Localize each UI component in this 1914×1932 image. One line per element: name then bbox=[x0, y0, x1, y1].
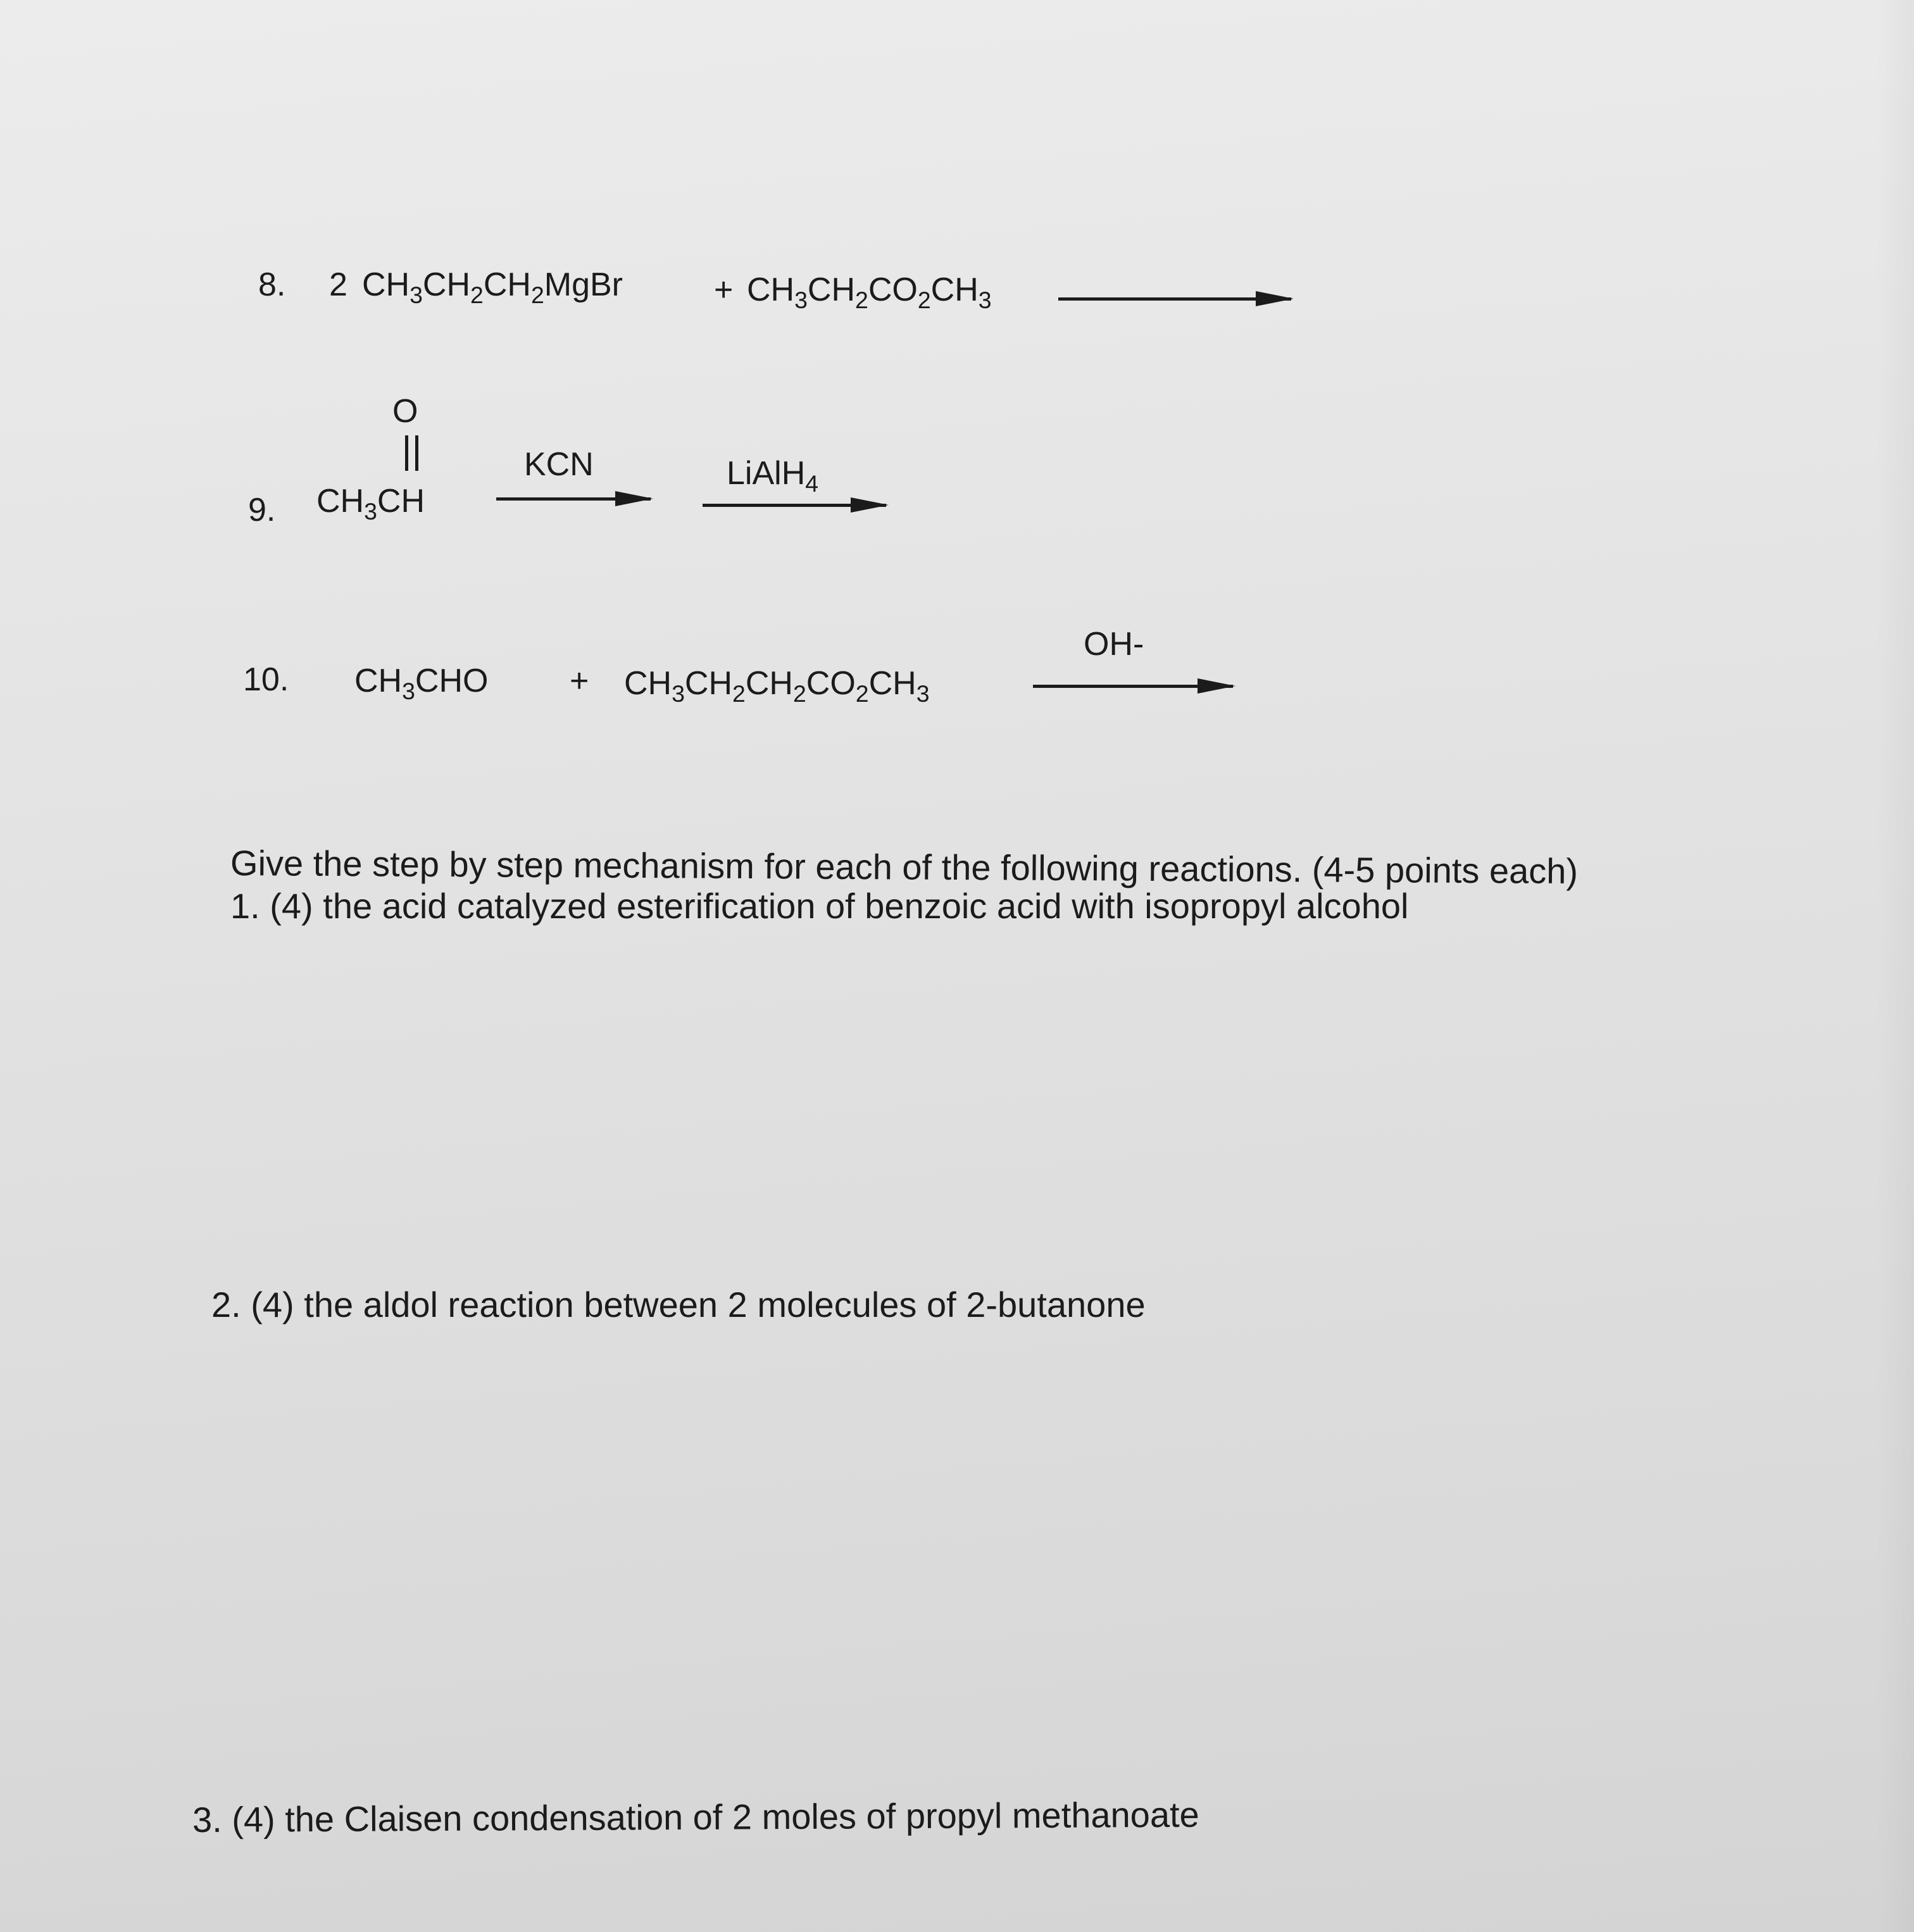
reaction-10-aldehyde: $CH_3CHO$ bbox=[354, 663, 489, 704]
reaction-10-plus: + bbox=[570, 663, 589, 699]
reaction-9-double-bond-right bbox=[415, 435, 418, 471]
reaction-10-number: 10. bbox=[243, 661, 289, 698]
reaction-10-ester: $CH_3CH_2CH_2CO_2CH_3$ bbox=[624, 665, 930, 707]
page-edge-shadow bbox=[1876, 0, 1914, 1932]
mechanism-item-3: 3. (4) the Claisen condensation of 2 moles of propyl methanoate bbox=[192, 1794, 1199, 1840]
reaction-9-arrow-1 bbox=[496, 497, 651, 501]
reaction-8-coefficient: 2 bbox=[329, 266, 347, 303]
mechanism-item-2: 2. (4) the aldol reaction between 2 molecules of 2-butanone bbox=[211, 1285, 1146, 1324]
reaction-8-arrow bbox=[1058, 297, 1291, 301]
reaction-9-aldehyde: $CH_3CH$ bbox=[316, 483, 425, 525]
reaction-9-carbonyl-oxygen: O bbox=[392, 393, 418, 430]
reaction-8-plus: + bbox=[714, 271, 734, 308]
reaction-9-reagent-kcn: KCN bbox=[524, 446, 594, 483]
reaction-9-arrow-2 bbox=[703, 504, 886, 507]
reaction-8-number: 8. bbox=[258, 266, 286, 303]
mechanism-item-1: 1. (4) the acid catalyzed esterification of benzoic acid with isopropyl alcohol bbox=[230, 886, 1409, 926]
reaction-8-grignard-reagent: $CH_3CH_2CH_2MgBr$ bbox=[362, 266, 623, 308]
reaction-10-arrow bbox=[1033, 685, 1233, 688]
reaction-10-catalyst-hydroxide: OH- bbox=[1084, 626, 1144, 663]
mechanism-instructions: Give the step by step mechanism for each of the following reactions. (4-5 points each) bbox=[230, 843, 1579, 892]
reaction-9-reagent-lialh4: LiAlH$_4$ bbox=[727, 455, 819, 497]
reaction-9-double-bond-left bbox=[405, 435, 408, 471]
reaction-9-number: 9. bbox=[248, 492, 276, 528]
reaction-8-ester: $CH_3CH_2CO_2CH_3$ bbox=[747, 271, 992, 313]
